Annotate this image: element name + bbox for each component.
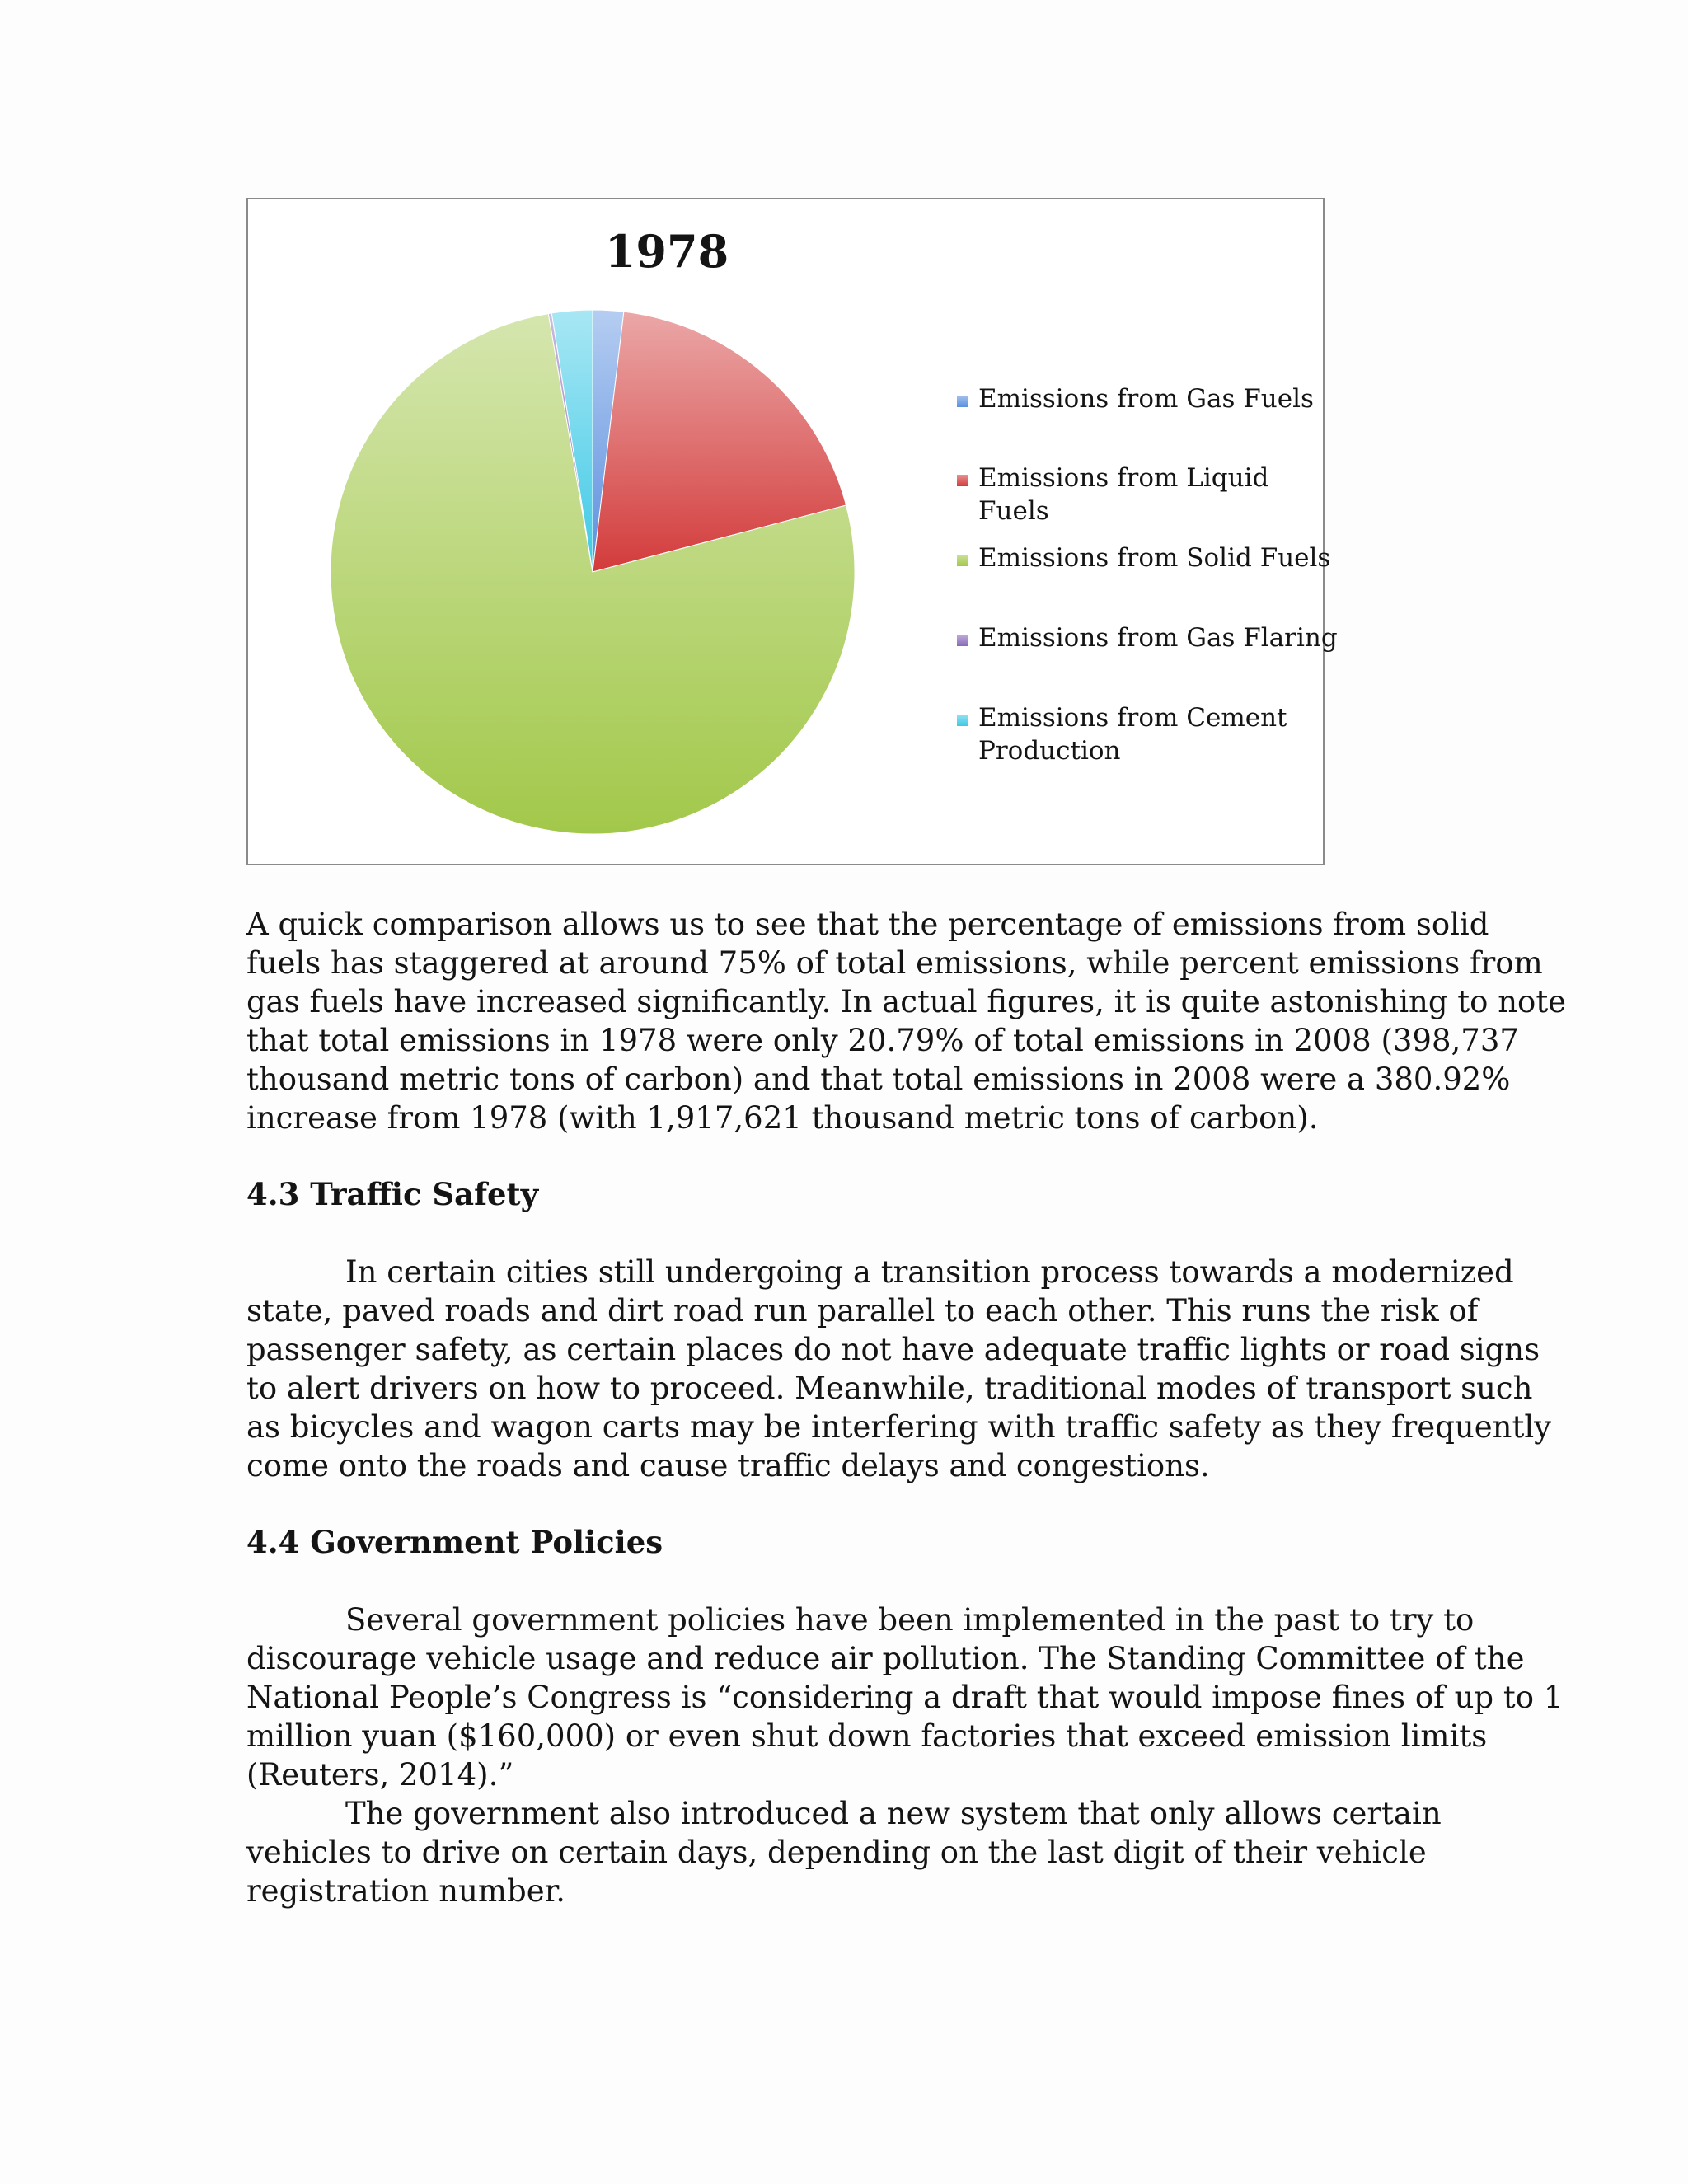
text-line: Several government policies have been implemented in the past to try to: [345, 1602, 1475, 1638]
text-line: increase from 1978 (with 1,917,621 thousand metric tons of carbon).: [246, 1100, 1319, 1136]
legend-label-line: Fuels: [978, 496, 1049, 526]
legend-swatch: [957, 396, 968, 407]
text-line: to alert drivers on how to proceed. Meanwhile, traditional modes of transport such: [246, 1371, 1533, 1406]
text-line: A quick comparison allows us to see that the percentage of emissions from solid: [246, 907, 1489, 942]
legend-swatch: [957, 555, 968, 566]
legend-swatch: [957, 715, 968, 726]
text-line: state, paved roads and dirt road run parallel to each other. This runs the risk of: [246, 1293, 1479, 1329]
legend-label: [978, 621, 1338, 654]
text-line: The government also introduced a new system that only allows certain: [345, 1796, 1442, 1831]
text-line: gas fuels have increased significantly. In actual figures, it is quite astonishing to note: [246, 984, 1567, 1019]
traffic-safety-paragraph: [246, 1253, 1552, 1485]
government-policies-heading: 4.4 Government Policies: [246, 1524, 663, 1560]
text-line: vehicles to drive on certain days, depending on the last digit of their vehicle: [246, 1835, 1427, 1870]
text-line: National People’s Congress is “considering a draft that would impose fines of up to 1: [246, 1680, 1564, 1715]
text-line: fuels has staggered at around 75% of total emissions, while percent emissions from: [246, 945, 1543, 981]
text-line: thousand metric tons of carbon) and that total emissions in 2008 were a 380.92%: [246, 1062, 1511, 1097]
text-line: (Reuters, 2014).”: [246, 1757, 514, 1793]
legend-label-line: Emissions from Liquid: [978, 463, 1269, 493]
text-line: as bicycles and wagon carts may be interfering with traffic safety as they frequently: [246, 1409, 1552, 1445]
text-line: million yuan ($160,000) or even shut down factories that exceed emission limits: [246, 1718, 1488, 1754]
text-line: discourage vehicle usage and reduce air pollution. The Standing Committee of the: [246, 1641, 1525, 1676]
government-policies-paragraph-1: [246, 1601, 1564, 1794]
legend-label-line: Emissions from Cement: [978, 703, 1287, 733]
legend-label: [978, 382, 1314, 415]
text-line: that total emissions in 1978 were only 20.79% of total emissions in 2008 (398,737: [246, 1023, 1519, 1058]
text-line: passenger safety, as certain places do not have adequate traffic lights or road signs: [246, 1332, 1540, 1367]
chart-title: 1978: [604, 225, 729, 278]
legend-swatch: [957, 635, 968, 646]
government-policies-paragraph-2: [246, 1794, 1466, 1910]
text-line: registration number.: [246, 1873, 565, 1909]
text-line: In certain cities still undergoing a transition process towards a modernized: [345, 1254, 1514, 1290]
legend-label-line: Production: [978, 736, 1121, 766]
pie-chart-frame: [246, 198, 1338, 865]
legend-label: [978, 462, 1308, 527]
legend-label: [978, 701, 1308, 767]
legend-swatch: [957, 475, 968, 486]
traffic-safety-heading: 4.3 Traffic Safety: [246, 1176, 539, 1212]
legend-label-line: Emissions from Gas Fuels: [978, 384, 1314, 414]
legend-label: [978, 541, 1331, 574]
text-line: come onto the roads and cause traffic delays and congestions.: [246, 1448, 1210, 1483]
legend-label-line: Emissions from Gas Flaring: [978, 623, 1338, 653]
legend-label-line: Emissions from Solid Fuels: [978, 543, 1331, 573]
comparison-paragraph: [246, 905, 1567, 1137]
